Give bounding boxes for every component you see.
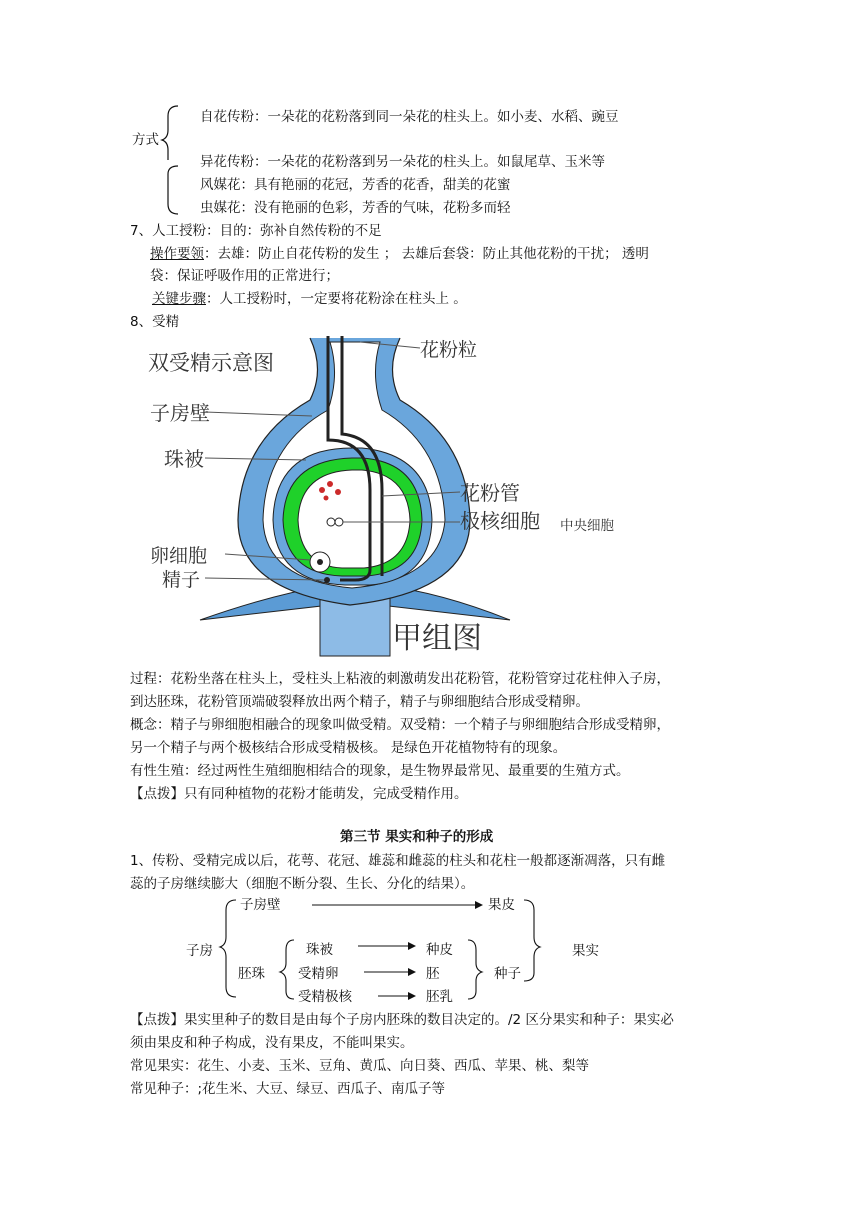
- tree-fruit: 果实: [572, 943, 599, 959]
- tree-ovary-wall: 子房壁: [240, 897, 281, 913]
- tree-pericarp: 果皮: [488, 897, 515, 913]
- common-seeds: 常见种子：;花生米、大豆、绿豆、西瓜子、南瓜子等: [130, 1081, 446, 1097]
- section3-tip-1: 【点拨】果实里种子的数目是由每个子房内胚珠的数目决定的。/2 区分果实和种子：果实必: [130, 1012, 674, 1028]
- wind-flower-text: 风媒花：具有艳丽的花冠，芳香的花香，甜美的花蜜: [200, 177, 511, 193]
- key-label: 关键步骤: [152, 291, 206, 307]
- egg-cell-label: 卵细胞: [150, 545, 208, 567]
- process-line-1: 过程：花粉坐落在柱头上，受柱头上粘液的刺激萌发出花粉管，花粉管穿过花柱伸入子房，: [130, 671, 670, 687]
- concept-line-1: 概念：精子与卵细胞相融合的现象叫做受精。双受精：一个精子与卵细胞结合形成受精卵，: [130, 717, 670, 733]
- steps-label: 操作要领: [150, 246, 204, 262]
- double-fertilization-diagram: [130, 330, 620, 662]
- section3-title: 第三节 果实和种子的形成: [340, 829, 494, 845]
- fertilization-tip: 【点拨】只有同种植物的花粉才能萌发，完成受精作用。: [130, 786, 468, 802]
- section3-p1-line2: 蕊的子房继续膨大（细胞不断分裂、生长、分化的结果）。: [130, 876, 475, 892]
- concept-line-2: 另一个精子与两个极核结合形成受精极核。 是绿色开花植物特有的现象。: [130, 740, 567, 756]
- key-text: ：人工授粉时，一定要将花粉涂在柱头上 。: [206, 291, 467, 307]
- diagram-title: 双受精示意图: [148, 351, 274, 375]
- fertilization-heading: 8、受精: [130, 314, 180, 330]
- ovary-wall-label: 子房壁: [150, 401, 210, 425]
- integument-label: 珠被: [164, 447, 204, 471]
- tree-ovule: 胚珠: [238, 966, 265, 982]
- section3-p1-line1: 1、传粉、受精完成以后，花萼、花冠、雄蕊和雌蕊的柱头和花柱一般都逐渐凋落，只有雌: [130, 853, 666, 869]
- cross-pollination-text: 异花传粉：一朵花的花粉落到另一朵花的柱头上。如鼠尾草、玉米等: [200, 154, 605, 170]
- steps-text: ：去雄：防止自花传粉的发生 ； 去雄后套袋：防止其他花粉的干扰； 透明: [204, 246, 649, 262]
- method-brace: [160, 104, 180, 216]
- steps-text-2: 袋：保证呼吸作用的正常进行；: [150, 268, 339, 284]
- tree-integument: 珠被: [306, 942, 333, 958]
- pollen-grain-label: 花粉粒: [420, 339, 478, 361]
- tree-fert-polar: 受精极核: [298, 989, 352, 1005]
- steps-line: [150, 245, 649, 263]
- tree-zygote: 受精卵: [298, 966, 339, 982]
- polar-nuclei-label: 极核细胞: [460, 509, 540, 533]
- section3-tip-2: 须由果皮和种子构成，没有果皮，不能叫果实。: [130, 1035, 414, 1051]
- key-line: [152, 290, 467, 308]
- self-pollination-text: 自花传粉：一朵花的花粉落到同一朵花的柱头上。如小麦、水稻、豌豆: [200, 109, 619, 125]
- sexual-reproduction: 有性生殖：经过两性生殖细胞相结合的现象，是生物界最常见、最重要的生殖方式。: [130, 763, 630, 779]
- insect-flower-text: 虫媒花：没有艳丽的色彩，芳香的气味，花粉多而轻: [200, 200, 511, 216]
- artificial-heading: 7、人工授粉：目的：弥补自然传粉的不足: [130, 223, 382, 239]
- method-label: 方式: [132, 132, 159, 148]
- group-label: 甲组图: [392, 621, 482, 656]
- central-cell-label: 中央细胞: [560, 518, 614, 534]
- tree-embryo: 胚: [426, 966, 440, 982]
- sperm-label: 精子: [162, 569, 201, 591]
- common-fruits: 常见果实：花生、小麦、玉米、豆角、黄瓜、向日葵、西瓜、苹果、桃、梨等: [130, 1058, 589, 1074]
- tree-seed-coat: 种皮: [426, 942, 453, 958]
- tree-seed: 种子: [494, 966, 521, 982]
- tree-ovary: 子房: [186, 943, 213, 959]
- pollen-tube-label: 花粉管: [460, 481, 520, 505]
- process-line-2: 到达胚珠，花粉管顶端破裂释放出两个精子，精子与卵细胞结合形成受精卵。: [130, 694, 589, 710]
- tree-endosperm: 胚乳: [426, 989, 453, 1005]
